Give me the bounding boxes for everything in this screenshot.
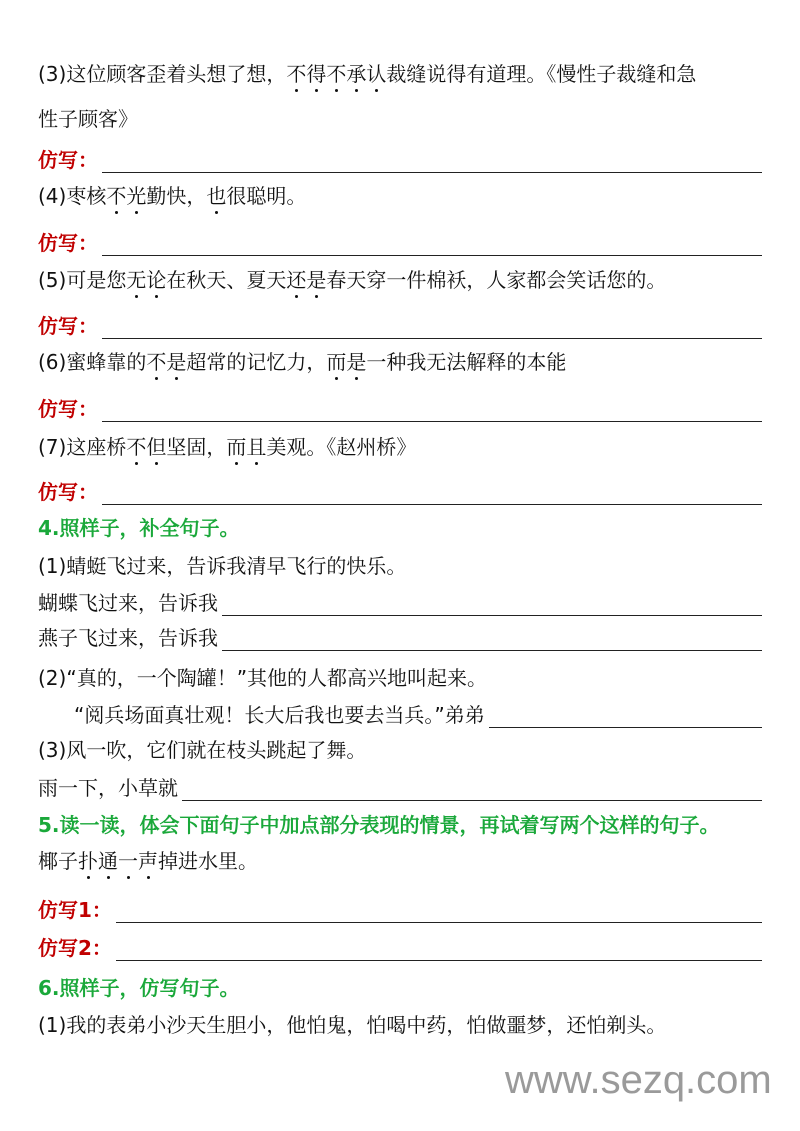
sentence-7 [38,430,762,460]
sentence-text: (5)可是您 [38,268,127,292]
imitate1-row [38,893,762,923]
q4-butterfly: 蝴蝶飞过来，告诉我 [38,591,218,615]
answer-blank[interactable] [102,399,762,422]
emphasized-char: 论 [146,268,167,292]
emphasized-char: 不 [326,62,347,86]
q4-brother-row [38,698,762,728]
answer-blank[interactable] [102,233,762,256]
sentence-text: 坚固， [166,435,227,459]
imitate-row [38,475,762,505]
answer-blank[interactable] [222,593,762,616]
emphasized-char: 而 [326,350,347,374]
sentence-text: 很聪明。 [226,184,307,208]
emphasized-char: 不 [286,62,307,86]
emphasized-char: 是 [306,268,327,292]
emphasized-char: 承 [346,62,367,86]
sentence-text: 美观。《赵州桥》 [266,435,417,459]
emphasized-char: 而 [226,435,247,459]
sentence-text: 裁缝说得有道理。《慢性子裁缝和急 [386,62,697,86]
emphasized-char: 是 [166,350,187,374]
q5-example [38,844,762,874]
emphasized-char: 通 [98,849,118,873]
answer-blank[interactable] [102,316,762,339]
sentence-4 [38,179,762,209]
watermark: www.sezq.com [505,1058,772,1102]
emphasized-char: 但 [146,435,167,459]
sentence-text: (1)蜻蜓飞过来，告诉我清早飞行的快乐。 [38,554,407,578]
emphasized-char: 还 [286,268,307,292]
q4-example-1 [38,549,762,579]
imitate2-row [38,931,762,961]
emphasized-char: 一 [118,849,138,873]
q6-example [38,1008,762,1038]
imitate-label: 仿写： [38,480,98,504]
sentence-text: (6)蜜蜂靠的 [38,350,147,374]
emphasized-char: 认 [366,62,387,86]
q4-example-2 [38,661,762,691]
imitate-label: 仿写： [38,314,98,338]
sentence-text: (3)这位顾客歪着头想了想， [38,62,287,86]
sentence-5 [38,263,762,293]
imitate-row [38,392,762,422]
emphasized-char: 是 [346,350,367,374]
sentence-text: 在秋天、夏天 [166,268,287,292]
emphasized-char: 得 [306,62,327,86]
emphasized-char: 不 [126,435,147,459]
sentence-3-cont [38,102,762,132]
answer-blank[interactable] [489,705,762,728]
emphasized-char: 无 [126,268,147,292]
answer-blank[interactable] [102,482,762,505]
sentence-text: 春天穿一件棉袄，人家都会笑话您的。 [326,268,667,292]
q4-brother: “阅兵场面真壮观！长大后我也要去当兵。”弟弟 [74,703,485,727]
sentence-text: (3)风一吹，它们就在枝头跳起了舞。 [38,738,367,762]
emphasized-char: 不 [146,350,167,374]
sentence-text: 勤快， [146,184,207,208]
sentence-text: (7)这座桥 [38,435,127,459]
q5-heading-row [38,808,762,838]
sentence-text: 掉进水里。 [158,849,258,873]
q6-heading: 6.照样子，仿写句子。 [38,976,240,1000]
answer-blank[interactable] [182,778,762,801]
emphasized-char: 且 [246,435,267,459]
q4-example-3 [38,733,762,763]
answer-blank[interactable] [116,900,762,923]
emphasized-char: 光 [126,184,147,208]
answer-blank[interactable] [102,150,762,173]
imitate-label: 仿写： [38,231,98,255]
q4-heading: 4.照样子，补全句子。 [38,516,240,540]
sentence-text: 性子顾客》 [38,107,138,131]
q4-rain-row [38,771,762,801]
imitate-row [38,309,762,339]
q6-heading-row [38,971,762,1001]
emphasized-char: 不 [106,184,127,208]
sentence-text: 超常的记忆力， [186,350,327,374]
q4-heading-row [38,511,762,541]
sentence-text: (1)我的表弟小沙天生胆小，他怕鬼，怕喝中药，怕做噩梦，还怕剃头。 [38,1013,667,1037]
sentence-3 [38,57,762,87]
emphasized-char: 也 [206,184,227,208]
imitate1-label: 仿写1： [38,898,112,922]
q5-heading: 5.读一读，体会下面句子中加点部分表现的情景，再试着写两个这样的句子。 [38,813,720,837]
q4-butterfly-row [38,586,762,616]
emphasized-char: 扑 [78,849,98,873]
answer-blank[interactable] [222,628,762,651]
sentence-text: (4)枣核 [38,184,107,208]
q4-swallow: 燕子飞过来，告诉我 [38,626,218,650]
sentence-text: 一种我无法解释的本能 [366,350,567,374]
emphasized-char: 声 [138,849,158,873]
imitate-row [38,143,762,173]
imitate-label: 仿写： [38,148,98,172]
answer-blank[interactable] [116,938,762,961]
sentence-text: (2)“真的，一个陶罐！”其他的人都高兴地叫起来。 [38,666,488,690]
imitate-label: 仿写： [38,397,98,421]
imitate-row [38,226,762,256]
sentence-text: 椰子 [38,849,78,873]
imitate2-label: 仿写2： [38,936,112,960]
q4-swallow-row [38,621,762,651]
sentence-6 [38,345,762,375]
q4-rain: 雨一下，小草就 [38,776,178,800]
